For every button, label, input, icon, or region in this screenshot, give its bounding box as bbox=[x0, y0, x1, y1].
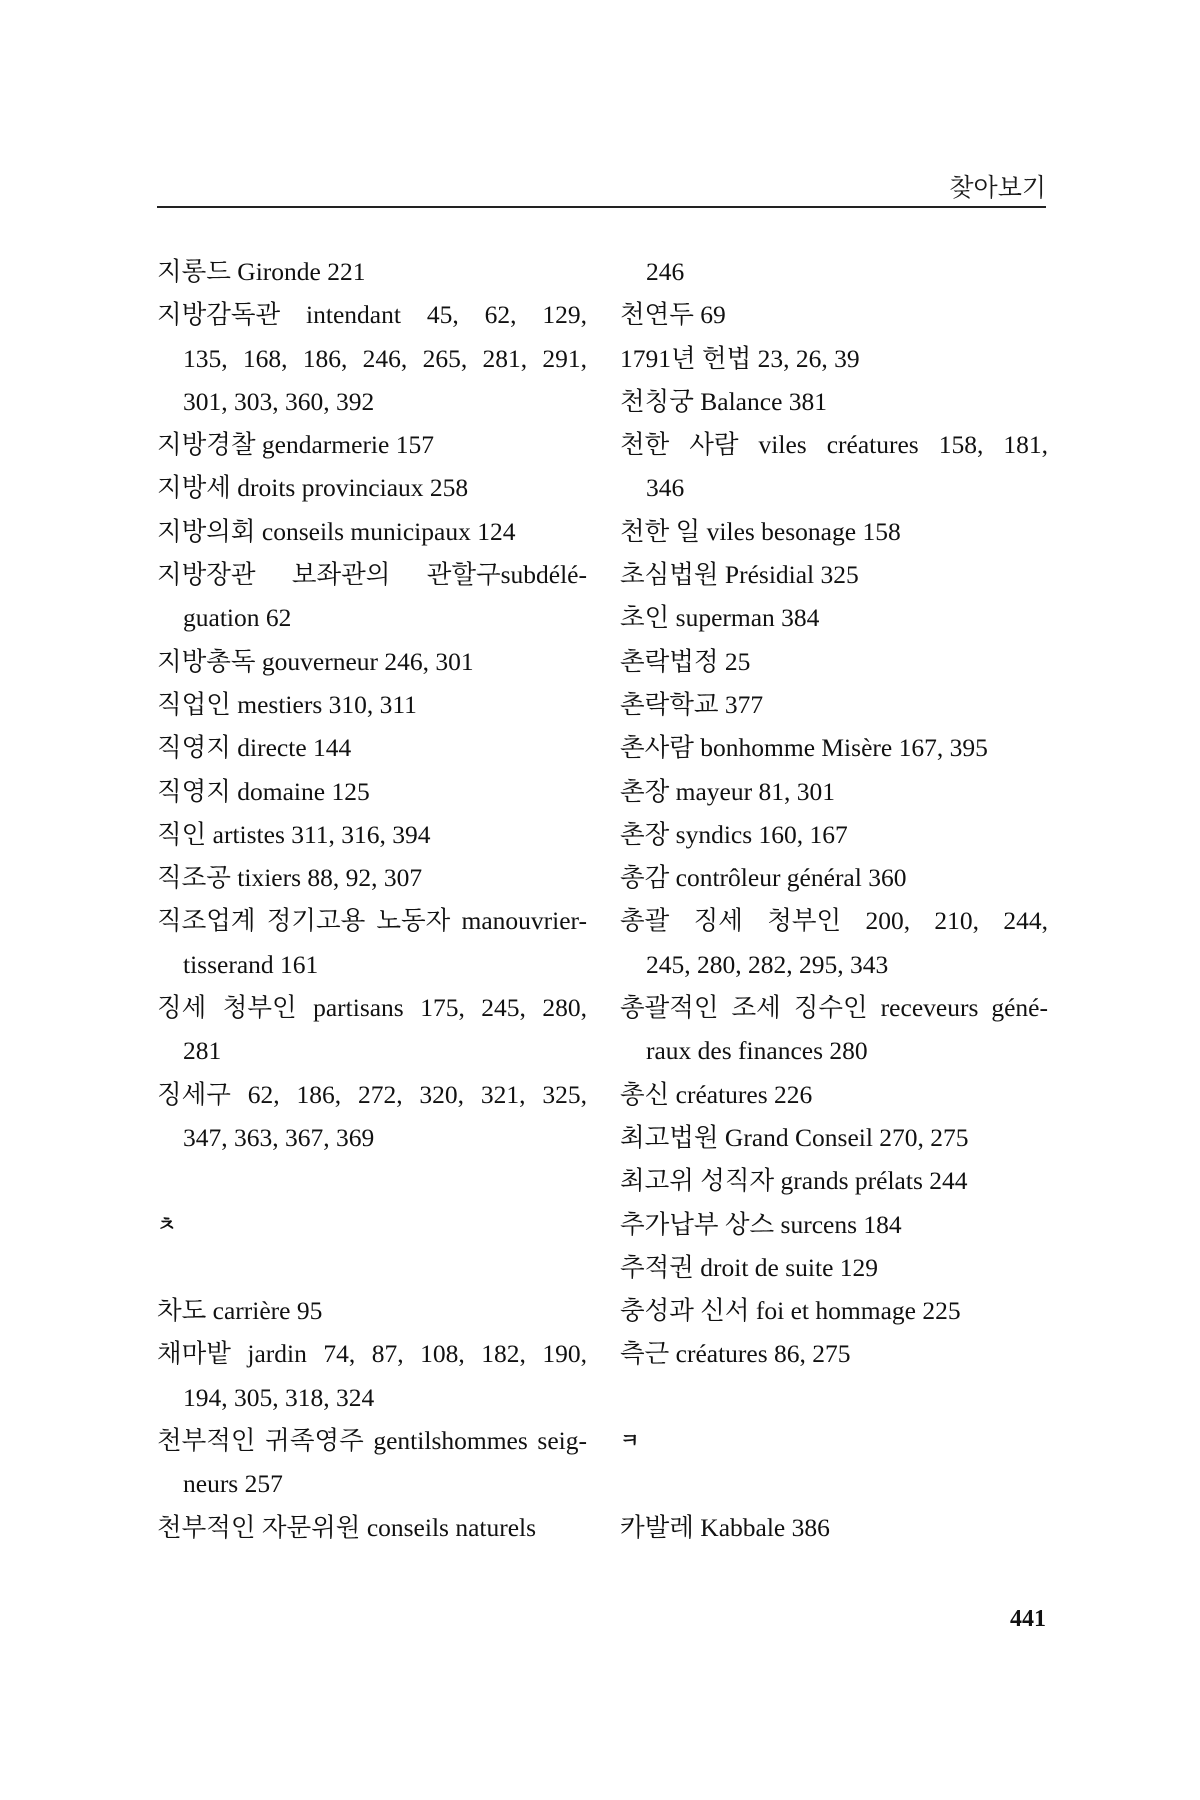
index-entry: 추적권 droit de suite 129 bbox=[620, 1252, 879, 1282]
index-entry: 초인 superman 384 bbox=[620, 603, 820, 633]
index-entry: 초심법원 Présidial 325 bbox=[620, 560, 859, 590]
blank-line bbox=[157, 1159, 587, 1202]
index-column-left bbox=[157, 250, 587, 1549]
index-entry-continuation: guation 62 bbox=[183, 603, 292, 633]
blank-line bbox=[620, 1376, 1048, 1419]
index-entry-continuation: neurs 257 bbox=[183, 1469, 283, 1499]
index-entry-continuation: 301, 303, 360, 392 bbox=[183, 386, 375, 416]
index-entry: 촌장 mayeur 81, 301 bbox=[620, 776, 835, 806]
index-entry-continuation: 281 bbox=[183, 1036, 222, 1066]
index-entry: 1791년 헌법 23, 26, 39 bbox=[620, 343, 860, 373]
index-entry: 총괄적인 조세 징수인 receveurs géné- bbox=[620, 993, 1048, 1023]
index-entry-continuation: raux des finances 280 bbox=[646, 1036, 868, 1066]
index-entry: 촌사람 bonhomme Misère 167, 395 bbox=[620, 733, 988, 763]
index-entry: 지방의회 conseils municipaux 124 bbox=[157, 516, 516, 546]
index-entry: 직인 artistes 311, 316, 394 bbox=[157, 819, 431, 849]
index-entry: 차도 carrière 95 bbox=[157, 1296, 323, 1326]
index-entry: 직조공 tixiers 88, 92, 307 bbox=[157, 863, 423, 893]
index-entry: 최고위 성직자 grands prélats 244 bbox=[620, 1166, 968, 1196]
index-entry: 카발레 Kabbale 386 bbox=[620, 1512, 830, 1542]
index-entry: 지롱드 Gironde 221 bbox=[157, 257, 366, 286]
index-entry: 총괄 징세 청부인 200, 210, 244, bbox=[620, 906, 1048, 936]
index-entry: 총감 contrôleur général 360 bbox=[620, 863, 907, 893]
index-entry: 천한 사람 viles créatures 158, 181, bbox=[620, 430, 1048, 460]
index-entry-continuation: 246 bbox=[646, 257, 685, 286]
index-entry: 징세구 62, 186, 272, 320, 321, 325, bbox=[157, 1079, 587, 1109]
index-entry-continuation: 347, 363, 367, 369 bbox=[183, 1122, 375, 1152]
index-entry: 촌락학교 377 bbox=[620, 689, 764, 719]
index-entry: 직영지 directe 144 bbox=[157, 733, 352, 763]
index-entry: 최고법원 Grand Conseil 270, 275 bbox=[620, 1122, 969, 1152]
index-entry: 천칭궁 Balance 381 bbox=[620, 386, 828, 416]
index-entry: 천부적인 자문위원 conseils naturels bbox=[157, 1512, 537, 1542]
section-heading: ㅊ bbox=[157, 1211, 177, 1236]
index-entry: 촌장 syndics 160, 167 bbox=[620, 819, 848, 849]
blank-line bbox=[620, 1462, 1048, 1505]
index-entry: 직업인 mestiers 310, 311 bbox=[157, 689, 417, 719]
running-head: 찾아보기 bbox=[949, 173, 1046, 202]
header-rule bbox=[157, 206, 1046, 208]
index-entry-continuation: 346 bbox=[646, 473, 685, 503]
index-entry: 징세 청부인 partisans 175, 245, 280, bbox=[157, 993, 587, 1023]
index-entry: 천한 일 viles besonage 158 bbox=[620, 516, 901, 546]
index-entry-continuation: 135, 168, 186, 246, 265, 281, 291, bbox=[183, 343, 587, 373]
index-entry: 천부적인 귀족영주 gentilshommes seig- bbox=[157, 1426, 587, 1456]
index-entry: 지방세 droits provinciaux 258 bbox=[157, 473, 469, 503]
index-entry: 추가납부 상스 surcens 184 bbox=[620, 1209, 902, 1239]
index-entry: 총신 créatures 226 bbox=[620, 1079, 813, 1109]
index-entry-continuation: tisserand 161 bbox=[183, 949, 319, 979]
index-entry: 직영지 domaine 125 bbox=[157, 776, 370, 806]
index-entry: 천연두 69 bbox=[620, 300, 726, 330]
blank-line bbox=[157, 1246, 587, 1289]
section-heading: ㅋ bbox=[620, 1428, 640, 1453]
index-entry: 지방감독관 intendant 45, 62, 129, bbox=[157, 300, 587, 330]
index-entry-continuation: 194, 305, 318, 324 bbox=[183, 1382, 375, 1412]
index-column-right bbox=[620, 250, 1048, 1549]
page-number: 441 bbox=[1010, 1606, 1046, 1632]
index-entry: 채마밭 jardin 74, 87, 108, 182, 190, bbox=[157, 1339, 587, 1369]
index-entry: 지방장관 보좌관의 관할구subdélé- bbox=[157, 560, 587, 590]
index-entry: 충성과 신서 foi et hommage 225 bbox=[620, 1296, 961, 1326]
index-entry-continuation: 245, 280, 282, 295, 343 bbox=[646, 949, 889, 979]
index-entry: 직조업계 정기고용 노동자 manouvrier- bbox=[157, 906, 587, 936]
index-entry: 촌락법정 25 bbox=[620, 646, 751, 676]
index-entry: 지방경찰 gendarmerie 157 bbox=[157, 430, 434, 460]
index-entry: 지방총독 gouverneur 246, 301 bbox=[157, 646, 474, 676]
index-entry: 측근 créatures 86, 275 bbox=[620, 1339, 851, 1369]
